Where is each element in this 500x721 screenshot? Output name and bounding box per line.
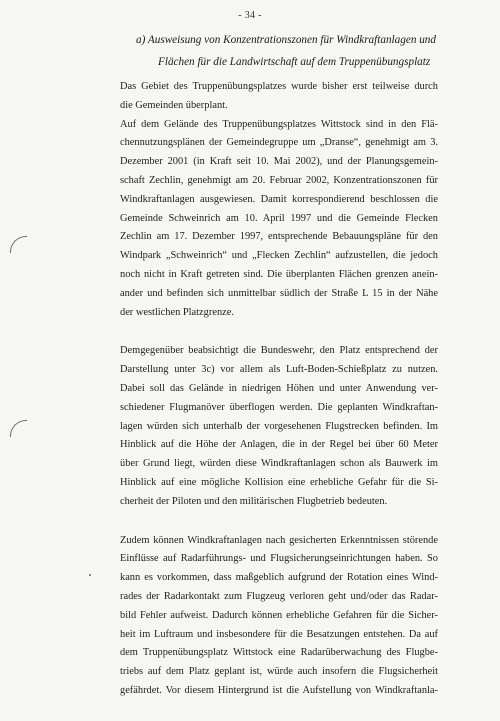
- paragraph-2: [120, 342, 438, 511]
- text-line: ander und befinden sich unmittelbar südlich der Straße L 15 in der Nähe: [120, 287, 438, 299]
- text-line: Das Gebiet des Truppenübungsplatzes wurde bisher erst teilweise durch: [120, 81, 438, 92]
- text-line: chennutzungsplänen der Gemeindegruppe um „Dranse“, genehmigt am 3.: [120, 137, 438, 149]
- text-line: Einflüsse auf Radarführungs- und Flugsicherungseinrichtungen haben. So: [120, 553, 438, 565]
- text-line: Dabei soll das Gelände in niedrigen Höhen und unter Anwendung ver-: [120, 382, 438, 394]
- text-line: Windkraftanlagen ausgewiesen. Damit korrespondierend beschlossen die: [120, 193, 438, 205]
- text-line: Zechlin am 17. Dezember 1997, entsprechende Bebauungspläne für den: [120, 231, 438, 243]
- text-line: Gemeinde Schweinrich am 10. April 1997 und die Gemeinde Flecken: [120, 212, 438, 224]
- text-line: cherheit der Piloten und den militärischen Flugbetrieb bedeuten.: [120, 495, 388, 507]
- text-line: über Grund liegt, würden diese Windkraftanlagen schon als Bauwerk im: [120, 458, 438, 470]
- text-line: schiedener Flugmanöver überflogen werden. Die geplanten Windkraftan-: [120, 401, 438, 413]
- text-line: lagen würden sich unterhalb der vorgesehenen Flugstrecken befinden. Im: [120, 420, 438, 432]
- text-line: rades der Radarkontakt zum Flugzeug verloren geht und/oder das Radar-: [120, 590, 438, 602]
- text-line: Hinblick auf die Höhe der Anlagen, die in der Regel bei über 60 Meter: [120, 439, 438, 451]
- text-line: noch nicht in Kraft getreten sind. Die überplanten Flächen grenzen anein-: [120, 268, 438, 280]
- page-number: - 34 -: [238, 10, 262, 21]
- text-line: gefährdet. Vor diesem Hintergrund ist die Aufstellung von Windkraftanla-: [120, 684, 438, 696]
- text-line: Darstellung unter 3c) vor allem als Luft-Boden-Schießplatz zu nutzen.: [120, 364, 438, 376]
- paragraph-3: [120, 532, 438, 701]
- text-line: dem Truppenübungsplatz Wittstock eine Radarüberwachung des Flugbe-: [120, 647, 438, 659]
- text-line: die Gemeinden überplant.: [120, 99, 228, 111]
- section-heading-line-2: Flächen für die Landwirtschaft auf dem Truppenübungsplatz: [158, 56, 431, 68]
- text-line: Zudem können Windkraftanlagen nach gesicherten Erkenntnissen störende: [120, 534, 438, 546]
- text-line: schaft Zechlin, genehmigt am 20. Februar 2002, Konzentrationszonen für: [120, 174, 438, 186]
- section-heading-line-1: a) Ausweisung von Konzentrationszonen für Windkraftanlagen und: [136, 34, 436, 46]
- text-line: Hinblick auf eine mögliche Kollision eine erhebliche Gefahr für die Si-: [120, 476, 438, 488]
- text-line: bild Fehler aufweist. Dadurch können erhebliche Gefahren für die Sicher-: [120, 609, 438, 621]
- text-line: Windpark „Schweinrich“ und „Flecken Zechlin“ aufzustellen, die jedoch: [120, 250, 438, 262]
- section-heading: [136, 29, 476, 73]
- text-line: Auf dem Gelände des Truppenübungsplatzes Wittstock sind in den Flä-: [120, 118, 438, 130]
- text-line: kann es vorkommen, dass maßgeblich aufgrund der Rotation eines Wind-: [120, 572, 438, 584]
- document-body: [120, 78, 438, 721]
- text-line: heit im Luftraum und insbesondere für die Besatzungen entstehen. Da auf: [120, 628, 438, 640]
- paragraph-1: [120, 78, 438, 322]
- punch-hole-mark: [10, 236, 27, 253]
- text-line: triebs auf dem Platz geplant ist, würde auch insofern die Flugsicherheit: [120, 666, 438, 678]
- text-line: Dezember 2001 (in Kraft seit 10. Mai 2002), und der Planungsgemein-: [120, 156, 438, 168]
- punch-hole-mark: [10, 420, 27, 437]
- text-line: der westlichen Platzgrenze.: [120, 306, 234, 318]
- scan-speck: [89, 574, 91, 576]
- text-line: Demgegenüber beabsichtigt die Bundeswehr, den Platz entsprechend der: [120, 345, 438, 357]
